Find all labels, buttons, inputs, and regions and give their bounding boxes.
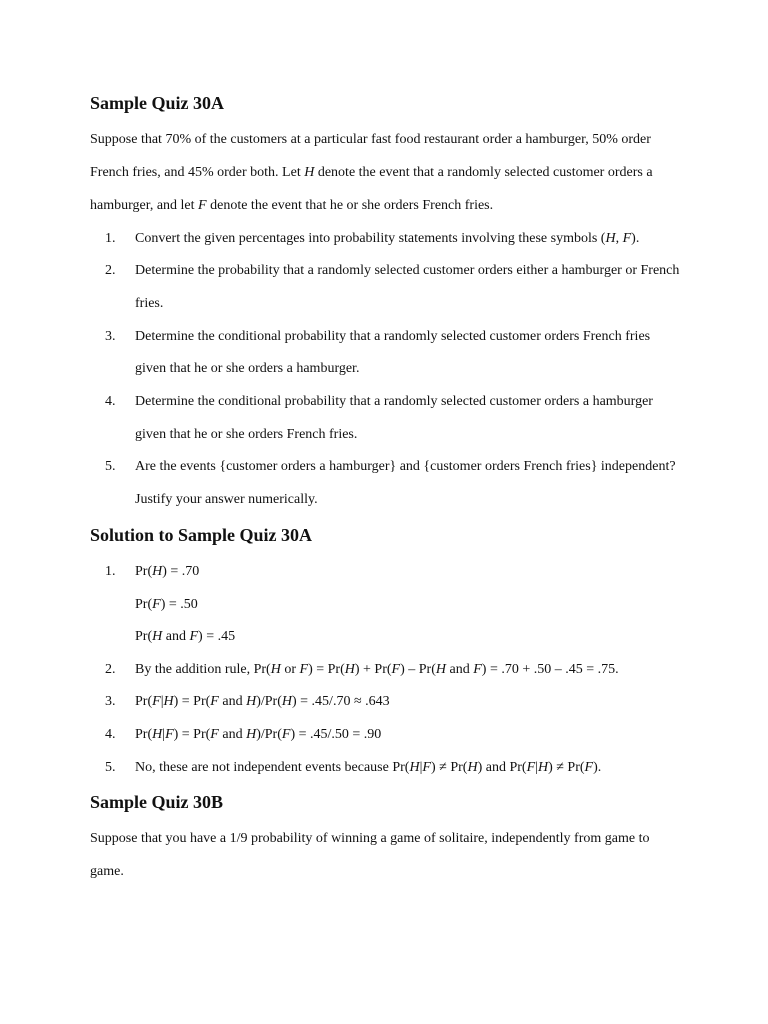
question-number: 3. — [105, 329, 116, 344]
question-text: Determine the probability that a randomly selected customer orders either a hamburger or French — [135, 263, 680, 278]
question-number: 2. — [105, 263, 116, 278]
quiz-30a-intro-line-3: hamburger, and let F denote the event that he or she orders French fries. — [90, 198, 494, 213]
answer-line: Pr(F) = .50 — [135, 597, 198, 612]
quiz-30b-intro-line-2: game. — [90, 864, 124, 879]
answer-number: 4. — [105, 727, 116, 742]
quiz-30a-heading: Sample Quiz 30A — [90, 93, 225, 113]
answer-line: Pr(H and F) = .45 — [135, 629, 236, 644]
answer-number: 3. — [105, 694, 116, 709]
question-text: Convert the given percentages into probability statements involving these symbols (H, F). — [135, 231, 640, 246]
quiz-30a-intro-line-1: Suppose that 70% of the customers at a particular fast food restaurant order a hamburger, 50% order — [90, 132, 651, 147]
answer-number: 1. — [105, 564, 116, 579]
answer-line: No, these are not independent events because Pr(H|F) ≠ Pr(H) and Pr(F|H) ≠ Pr(F). — [135, 760, 602, 775]
answer-line: Pr(H) = .70 — [135, 564, 200, 579]
solution-30a-heading: Solution to Sample Quiz 30A — [90, 525, 313, 545]
question-text-continued: given that he or she orders French fries. — [135, 427, 358, 442]
question-text-continued: given that he or she orders a hamburger. — [135, 361, 360, 376]
answer-number: 2. — [105, 662, 116, 677]
question-text-continued: Justify your answer numerically. — [135, 492, 318, 507]
question-number: 4. — [105, 394, 116, 409]
question-number: 1. — [105, 231, 116, 246]
quiz-30b-intro-line-1: Suppose that you have a 1/9 probability of winning a game of solitaire, independently from game to — [90, 831, 650, 846]
question-text: Are the events {customer orders a hamburger} and {customer orders French fries} independent? — [135, 459, 676, 474]
quiz-30b-heading: Sample Quiz 30B — [90, 792, 224, 812]
answer-line: Pr(F|H) = Pr(F and H)/Pr(H) = .45/.70 ≈ .643 — [135, 694, 390, 709]
answer-line: By the addition rule, Pr(H or F) = Pr(H) + Pr(F) – Pr(H and F) = .70 + .50 – .45 = .75. — [135, 662, 619, 677]
question-number: 5. — [105, 459, 116, 474]
question-text-continued: fries. — [135, 296, 164, 311]
question-text: Determine the conditional probability that a randomly selected customer orders a hamburger — [135, 394, 653, 409]
answer-line: Pr(H|F) = Pr(F and H)/Pr(F) = .45/.50 = .90 — [135, 727, 382, 742]
question-text: Determine the conditional probability that a randomly selected customer orders French fries — [135, 329, 651, 344]
answer-number: 5. — [105, 760, 116, 775]
quiz-30a-intro-line-2: French fries, and 45% order both. Let H denote the event that a randomly selected customer orders a — [90, 165, 653, 180]
